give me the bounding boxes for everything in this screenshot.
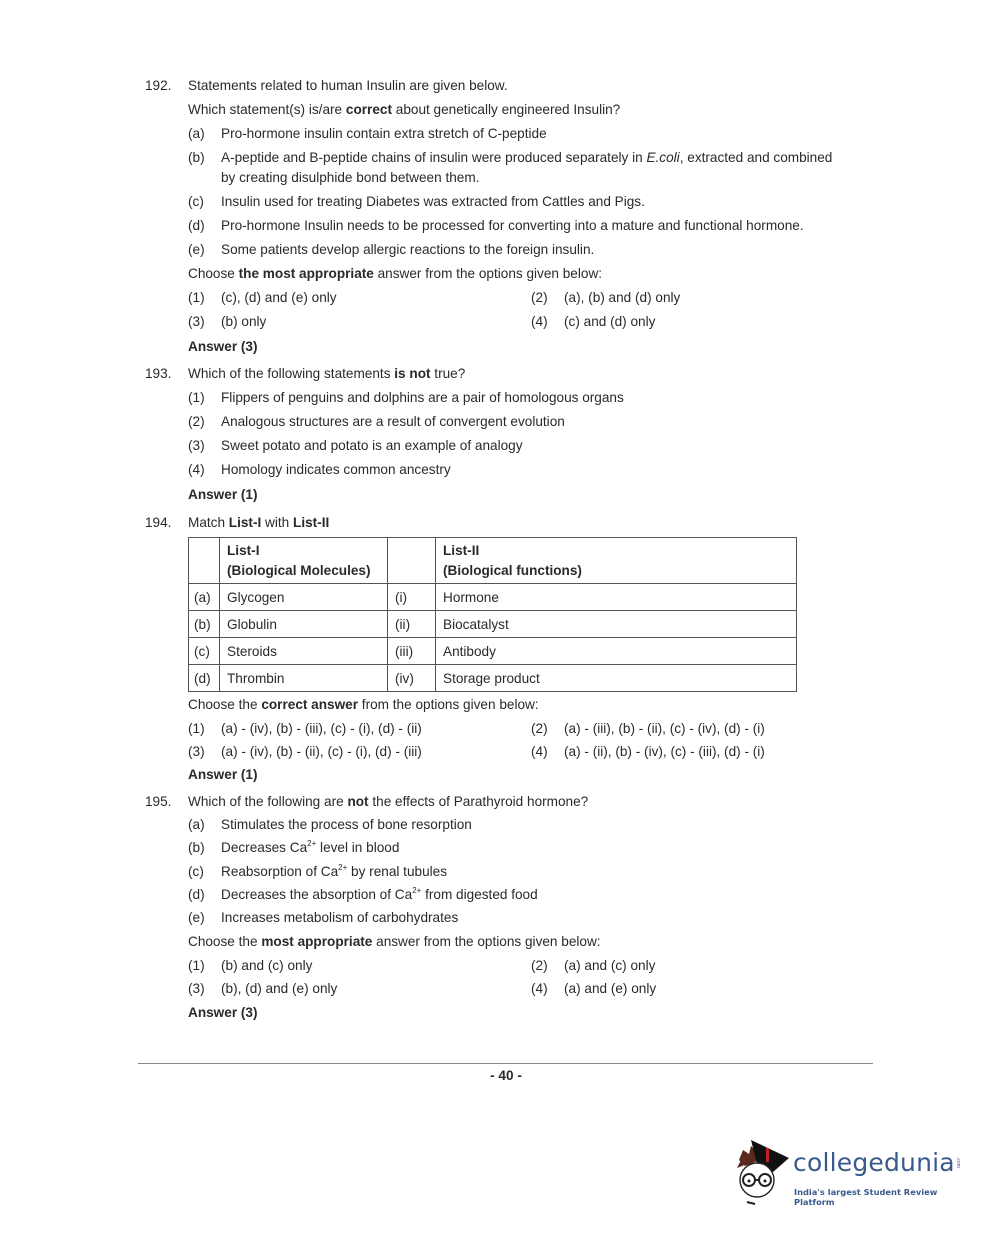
statement-label: (a) [188, 126, 205, 141]
mascot-icon [733, 1138, 795, 1213]
question-stem: Which of the following are not the effects of Parathyroid hormone? [188, 794, 589, 809]
option-text: (a) - (ii), (b) - (iv), (c) - (iii), (d) - (i) [564, 744, 765, 759]
option-label: (2) [188, 414, 205, 429]
option-text: (c) and (d) only [564, 314, 656, 329]
statement-text: Decreases the absorption of $Ca^{2+}$ from digested food [221, 886, 538, 902]
statement-label: (d) [188, 887, 205, 902]
option-text: Flippers of penguins and dolphins are a pair of homologous organs [221, 390, 624, 405]
option-label: (3) [188, 438, 205, 453]
statement-text: A-peptide and B-peptide chains of insulin were produced separately in E.coli, extracted and combined [221, 150, 833, 165]
table-header-row [189, 538, 797, 584]
question-number: 194. [145, 515, 172, 530]
option-label: (1) [188, 721, 205, 736]
option-label: (3) [188, 314, 205, 329]
statement-label: (a) [188, 817, 205, 832]
table-row [189, 638, 797, 665]
answer: Answer (3) [188, 1005, 258, 1020]
statement-text: Reabsorption of $Ca^{2+}$ by renal tubules [221, 863, 448, 879]
footer-divider [138, 1063, 873, 1064]
table-cell: (a) [189, 584, 220, 611]
table-cell: (d) [189, 665, 220, 692]
table-cell: Storage product [436, 665, 797, 692]
statement-text: Increases metabolism of carbohydrates [221, 910, 459, 925]
option-label: (3) [188, 744, 205, 759]
table-cell [189, 538, 220, 584]
question-number: 192. [145, 78, 172, 93]
option-label: (2) [531, 721, 548, 736]
option-text: (b) only [221, 314, 267, 329]
table-row [189, 584, 797, 611]
table-cell: (iii) [388, 638, 436, 665]
table-cell: (iv) [388, 665, 436, 692]
logo-suffix: .com [955, 1157, 961, 1168]
option-label: (1) [188, 958, 205, 973]
option-label: (1) [188, 290, 205, 305]
table-cell: Biocatalyst [436, 611, 797, 638]
table-cell: Glycogen [220, 584, 388, 611]
option-label: (2) [531, 958, 548, 973]
option-text: (b) and (c) only [221, 958, 313, 973]
option-label: (4) [531, 981, 548, 996]
option-label: (4) [188, 462, 205, 477]
question-stem: Match List-I with List-II [188, 515, 330, 530]
match-table [188, 537, 797, 692]
table-row [189, 665, 797, 692]
table-cell: Steroids [220, 638, 388, 665]
statement-text: Pro-hormone insulin contain extra stretch of C-peptide [221, 126, 547, 141]
option-label: (2) [531, 290, 548, 305]
statement-text: Insulin used for treating Diabetes was extracted from Cattles and Pigs. [221, 194, 645, 209]
option-text: Analogous structures are a result of convergent evolution [221, 414, 565, 429]
table-cell: Globulin [220, 611, 388, 638]
option-text: (a) - (iv), (b) - (ii), (c) - (i), (d) - (iii) [221, 744, 422, 759]
statement-label: (c) [188, 194, 204, 209]
choose-instruction: Choose the correct answer from the options given below: [188, 697, 539, 712]
table-row [189, 611, 797, 638]
option-text: Sweet potato and potato is an example of analogy [221, 438, 523, 453]
question-prompt: Which statement(s) is/are correct about genetically engineered Insulin? [188, 102, 621, 117]
option-text: (b), (d) and (e) only [221, 981, 338, 996]
statement-label: (d) [188, 218, 205, 233]
choose-instruction: Choose the most appropriate answer from the options given below: [188, 934, 601, 949]
table-cell: (ii) [388, 611, 436, 638]
page-number: - 40 - [490, 1068, 522, 1083]
list-1-header: List-I (Biological Molecules) [220, 538, 388, 584]
option-text: (a) - (iv), (b) - (iii), (c) - (i), (d) - (ii) [221, 721, 422, 736]
statement-label: (e) [188, 910, 205, 925]
option-text: (a), (b) and (d) only [564, 290, 681, 305]
option-label: (1) [188, 390, 205, 405]
option-text: Homology indicates common ancestry [221, 462, 451, 477]
question-stem: Which of the following statements is not true? [188, 366, 466, 381]
table-cell: Hormone [436, 584, 797, 611]
statement-text-continued: by creating disulphide bond between them. [221, 170, 480, 185]
answer: Answer (1) [188, 767, 258, 782]
option-label: (4) [531, 744, 548, 759]
answer: Answer (3) [188, 339, 258, 354]
statement-text: Stimulates the process of bone resorption [221, 817, 472, 832]
statement-text: Some patients develop allergic reactions to the foreign insulin. [221, 242, 595, 257]
statement-text: Pro-hormone Insulin needs to be processed for converting into a mature and functional hormone. [221, 218, 804, 233]
table-cell: (b) [189, 611, 220, 638]
list-2-header: List-II (Biological functions) [436, 538, 797, 584]
option-text: (c), (d) and (e) only [221, 290, 337, 305]
table-cell: Antibody [436, 638, 797, 665]
table-cell: (i) [388, 584, 436, 611]
answer: Answer (1) [188, 487, 258, 502]
table-cell: Thrombin [220, 665, 388, 692]
statement-label: (b) [188, 840, 205, 855]
table-cell: (c) [189, 638, 220, 665]
option-label: (3) [188, 981, 205, 996]
statement-label: (b) [188, 150, 205, 165]
collegedunia-logo [733, 1138, 963, 1213]
statement-text: Decreases $Ca^{2+}$ level in blood [221, 839, 400, 855]
option-text: (a) - (iii), (b) - (ii), (c) - (iv), (d) - (i) [564, 721, 765, 736]
question-stem: Statements related to human Insulin are given below. [188, 78, 508, 93]
option-text: (a) and (e) only [564, 981, 657, 996]
statement-label: (e) [188, 242, 205, 257]
question-number: 195. [145, 794, 172, 809]
logo-wordmark: collegedunia [793, 1148, 955, 1177]
logo-tagline: India's largest Student Review Platform [794, 1187, 938, 1207]
option-label: (4) [531, 314, 548, 329]
choose-instruction: Choose the most appropriate answer from the options given below: [188, 266, 603, 281]
question-number: 193. [145, 366, 172, 381]
statement-label: (c) [188, 864, 204, 879]
option-text: (a) and (c) only [564, 958, 656, 973]
table-cell [388, 538, 436, 584]
